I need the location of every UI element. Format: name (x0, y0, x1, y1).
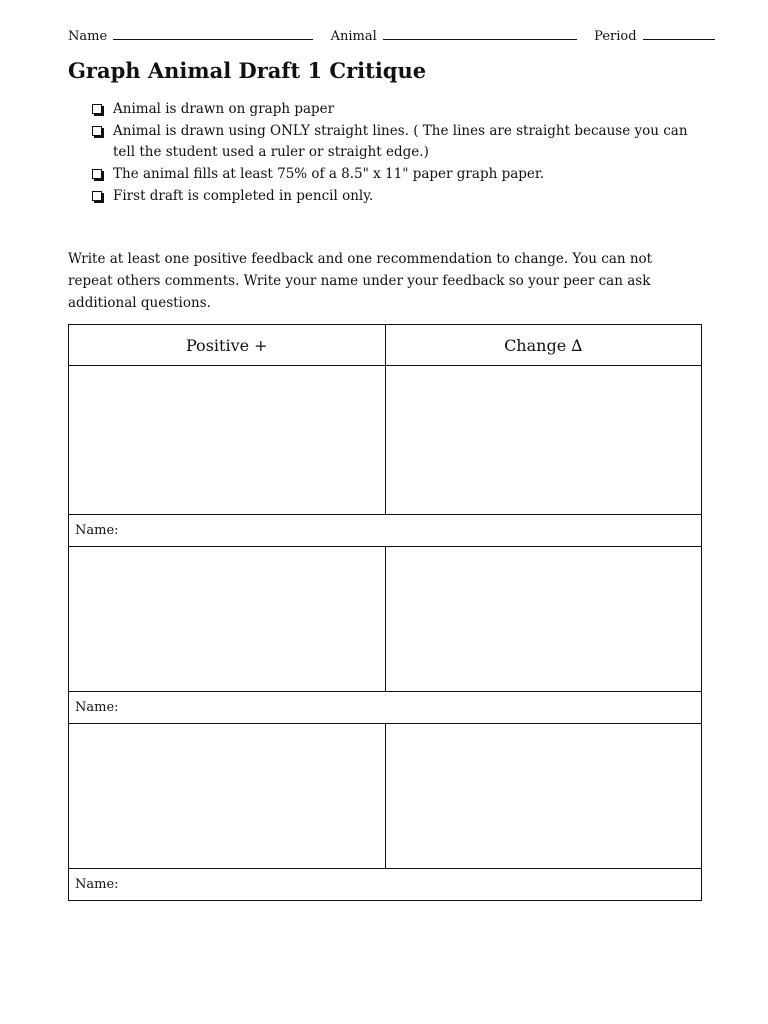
checklist-item-text: The animal fills at least 75% of a 8.5" x 11" paper graph paper. (113, 166, 545, 182)
positive-column-header: Positive + (69, 325, 386, 366)
header-fields (68, 27, 708, 44)
checkbox-icon (92, 126, 102, 136)
table-header-row (69, 325, 702, 366)
checklist-item (90, 186, 700, 207)
requirements-checklist (90, 99, 700, 208)
checkbox-icon (92, 104, 102, 114)
change-column-header: Change ∆ (385, 325, 702, 366)
name-blank[interactable] (113, 27, 313, 40)
feedback-row (69, 366, 702, 515)
change-feedback-box[interactable] (385, 724, 702, 869)
checkbox-icon (92, 169, 102, 179)
animal-blank[interactable] (383, 27, 577, 40)
period-blank[interactable] (643, 27, 715, 40)
reviewer-name-field[interactable]: Name: (69, 515, 702, 547)
checklist-item-text: Animal is drawn on graph paper (113, 101, 335, 117)
checklist-item (90, 164, 700, 185)
name-row (69, 692, 702, 724)
positive-feedback-box[interactable] (69, 366, 386, 515)
change-feedback-box[interactable] (385, 547, 702, 692)
name-row (69, 515, 702, 547)
reviewer-name-field[interactable]: Name: (69, 869, 702, 901)
checklist-item (90, 99, 700, 120)
critique-table (68, 324, 702, 901)
checklist-item (90, 121, 700, 163)
name-label: Name (68, 29, 108, 44)
feedback-row (69, 724, 702, 869)
positive-feedback-box[interactable] (69, 547, 386, 692)
checklist-item-text: Animal is drawn using ONLY straight lines. ( The lines are straight because you can tell the student used a ruler or straight edge.) (113, 123, 688, 160)
name-row (69, 869, 702, 901)
instructions-text: Write at least one positive feedback and one recommendation to change. You can not repeat others comments. Write your name under your feedback so your peer can ask additional questions. (68, 251, 653, 311)
page-title: Graph Animal Draft 1 Critique (68, 58, 427, 83)
feedback-row (69, 547, 702, 692)
period-label: Period (594, 29, 637, 44)
checklist-item-text: First draft is completed in pencil only. (113, 188, 374, 204)
checkbox-icon (92, 191, 102, 201)
positive-feedback-box[interactable] (69, 724, 386, 869)
change-feedback-box[interactable] (385, 366, 702, 515)
animal-label: Animal (330, 29, 377, 44)
reviewer-name-field[interactable]: Name: (69, 692, 702, 724)
